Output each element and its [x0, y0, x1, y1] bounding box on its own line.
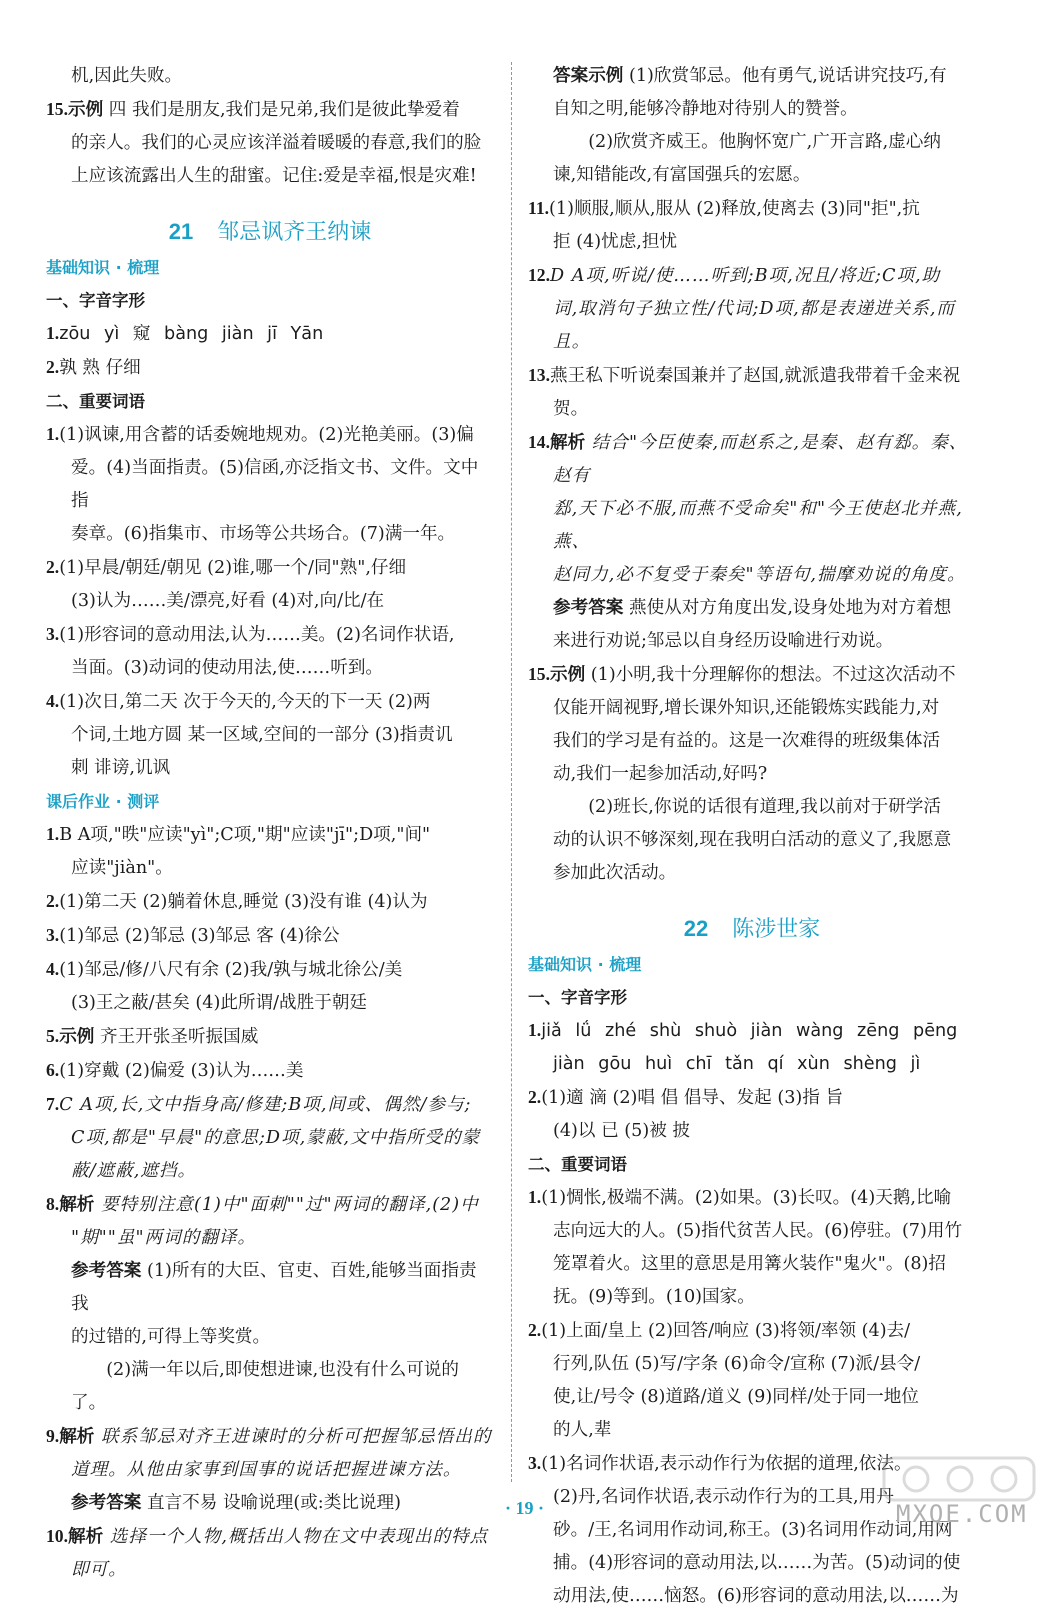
- answer-text: C A项,长,文中指身高/修建;B项,间或、偶然/参与;: [59, 1095, 472, 1115]
- answer-line: 的人,辈: [553, 1420, 612, 1440]
- question-number: 6.: [46, 1060, 60, 1080]
- answer-line: 拒 (4)忧虑,担忧: [553, 232, 678, 252]
- label-example: 示例: [68, 100, 104, 120]
- answer-text: (1)邹忌 (2)邹忌 (3)邹忌 客 (4)徐公: [59, 926, 340, 946]
- question-number: 2.: [46, 557, 60, 577]
- answer-line: "期""虽"两词的翻译。: [71, 1228, 257, 1248]
- question-number: 5.: [46, 1026, 60, 1046]
- answer-item: [528, 1181, 976, 1215]
- subsection-heading: 二、重要词语: [46, 392, 145, 411]
- answer-text: 选择一个人物,概括出人物在文中表现出的特点: [103, 1527, 489, 1547]
- answer-line: 来进行劝说;邹忌以自身经历设喻进行劝说。: [553, 631, 894, 651]
- answer-line: 赵同力,必不复受于秦矣"等语句,揣摩劝说的角度。: [553, 565, 966, 585]
- answer-line: (3)认为……美/漂亮,好看 (4)对,向/比/在: [71, 591, 385, 611]
- reference-answer: [46, 1255, 494, 1321]
- answer-text: 燕王私下听说秦国兼并了赵国,就派遣我带着千金来祝贺。: [550, 366, 961, 419]
- question-number: 1.: [528, 1187, 542, 1207]
- question-number: 2.: [46, 357, 60, 377]
- answer-line: C项,都是"早晨"的意思;D项,蒙蔽,文中指所受的蒙: [71, 1128, 481, 1148]
- question-number: 15.: [528, 664, 550, 684]
- answer-item: [528, 259, 976, 293]
- question-number: 3.: [46, 925, 60, 945]
- question-number: 11.: [528, 198, 550, 218]
- question-number: 2.: [46, 891, 60, 911]
- answer-text: 燕使从对方角度出发,设身处地为对方着想: [623, 598, 952, 618]
- answer-line: 当面。(3)动词的使动用法,使……听到。: [71, 658, 384, 678]
- answer-item: [46, 551, 494, 585]
- answer-line: (2)欣赏齐威王。他胸怀宽广,广开言路,虚心纳: [588, 132, 941, 152]
- answer-line: 志向远大的人。(5)指代贫苦人民。(6)停驻。(7)用竹: [553, 1221, 963, 1241]
- answer-item: [46, 317, 494, 351]
- question-number: 13.: [528, 365, 550, 385]
- answer-text: 结合"今臣使秦,而赵系之,是秦、赵有郄。秦、赵有: [553, 433, 968, 486]
- answer-text: (1)惆怅,极端不满。(2)如果。(3)长叹。(4)天鹅,比喻: [541, 1188, 952, 1208]
- answer-text: 四 我们是朋友,我们是兄弟,我们是彼此挚爱着: [103, 100, 460, 120]
- continued-text: 机,因此失败。: [71, 66, 183, 86]
- answer-item: [46, 1088, 494, 1122]
- answer-line: (4)以 已 (5)被 披: [553, 1121, 690, 1141]
- answer-text: (1)欣赏邹忌。他有勇气,说话讲究技巧,有: [623, 66, 947, 86]
- answer-item: [46, 1054, 494, 1088]
- question-number: 15.: [46, 99, 68, 119]
- answer-line: 个词,土地方圆 某一区域,空间的一部分 (3)指责讥: [71, 725, 453, 745]
- answer-line: 动用法,使……恼怒。(6)形容词的意动用法,以……为: [553, 1586, 959, 1606]
- answer-line: (2)满一年以后,即使想进谏,也没有什么可说的了。: [71, 1360, 459, 1413]
- answer-text: jiǎ lǘ zhé shù shuò jiàn wàng zēng pēng: [541, 1021, 958, 1041]
- lesson-title-21: [46, 199, 494, 247]
- section-heading: 基础知识 · 梳理: [46, 258, 160, 277]
- label-example: 示例: [59, 1027, 95, 1047]
- label-example: 示例: [550, 665, 586, 685]
- answer-text: (1)次日,第二天 次于今天的,今天的下一天 (2)两: [59, 692, 431, 712]
- answer-line: 刺 诽谤,讥讽: [71, 758, 171, 778]
- answer-line: 我们的学习是有益的。这是一次难得的班级集体活: [553, 731, 941, 751]
- label-analysis: 解析: [68, 1527, 104, 1547]
- label-reference-answer: 参考答案: [553, 598, 624, 618]
- label-reference-answer: 参考答案: [71, 1261, 142, 1281]
- label-reference-answer: 参考答案: [71, 1493, 142, 1513]
- answer-line: 爱。(4)当面指责。(5)信函,亦泛指文书、文件。文中指: [71, 458, 479, 511]
- answer-line: 道理。从他由家事到国事的说话把握进谏方法。: [71, 1460, 462, 1480]
- question-number: 3.: [528, 1453, 542, 1473]
- watermark-text: MXQE.COM: [896, 1500, 1028, 1528]
- answer-item: [46, 1188, 494, 1222]
- answer-line: 抚。(9)等到。(10)国家。: [553, 1287, 755, 1307]
- lesson-number: 21: [168, 219, 194, 244]
- answer-line: 奏章。(6)指集市、市场等公共场合。(7)满一年。: [71, 524, 456, 544]
- answer-line: 的亲人。我们的心灵应该洋溢着暖暖的春意,我们的脸: [71, 133, 482, 153]
- answer-line: 郄,天下必不服,而燕不受命矣"和"今王使赵北并燕,燕、: [553, 499, 963, 552]
- answer-item: [528, 1314, 976, 1348]
- question-number: 2.: [528, 1087, 542, 1107]
- answer-15: [46, 93, 494, 127]
- answer-text: B A项,"昳"应读"yì";C项,"期"应读"jī";D项,"间": [59, 825, 431, 845]
- answer-text: (1)適 滴 (2)唱 倡 倡导、发起 (3)指 旨: [541, 1088, 844, 1108]
- answer-line: 砂。/王,名词用作动词,称王。(3)名词用作动词,用网: [553, 1520, 953, 1540]
- answer-line: 行列,队伍 (5)写/字条 (6)命令/宣称 (7)派/县令/: [553, 1354, 921, 1374]
- answer-line: 的过错的,可得上等奖赏。: [71, 1327, 271, 1347]
- question-number: 1.: [46, 424, 60, 444]
- answer-item: [46, 418, 494, 452]
- question-number: 4.: [46, 691, 60, 711]
- question-number: 9.: [46, 1426, 60, 1446]
- answer-text: (1)早晨/朝廷/朝见 (2)谁,哪一个/同"熟",仔细: [59, 558, 407, 578]
- answer-item: [528, 1014, 976, 1048]
- label-analysis: 解析: [550, 433, 586, 453]
- answer-text: (1)穿戴 (2)偏爱 (3)认为……美: [59, 1061, 304, 1081]
- answer-item: [46, 1420, 494, 1454]
- answer-line: 捕。(4)形容词的意动用法,以……为苦。(5)动词的使: [553, 1553, 961, 1573]
- left-column: [46, 60, 494, 1587]
- answer-line: 蔽/遮蔽,遮挡。: [71, 1161, 197, 1181]
- subsection-heading: 一、字音字形: [528, 988, 627, 1007]
- answer-text: (1)小明,我十分理解你的想法。不过这次活动不: [585, 665, 956, 685]
- answer-item: [46, 919, 494, 953]
- lesson-number: 22: [683, 916, 709, 941]
- answer-item: [46, 618, 494, 652]
- answer-line: (2)丹,名词作状语,表示动作行为的工具,用丹: [553, 1487, 894, 1507]
- answer-text: (1)上面/皇上 (2)回答/响应 (3)将领/率领 (4)去/: [541, 1321, 911, 1341]
- answer-line: (3)王之蔽/甚矣 (4)此所谓/战胜于朝廷: [71, 993, 368, 1013]
- question-number: 1.: [528, 1020, 542, 1040]
- answer-text: (1)形容词的意动用法,认为……美。(2)名词作状语,: [59, 625, 455, 645]
- answer-item: [46, 885, 494, 919]
- question-number: 2.: [528, 1320, 542, 1340]
- answer-text: 齐王开张圣听振国威: [94, 1027, 259, 1047]
- lesson-name: 陈涉世家: [732, 917, 821, 942]
- answer-item: [528, 192, 976, 226]
- answer-text: (1)邹忌/修/八尺有余 (2)我/孰与城北徐公/美: [59, 960, 403, 980]
- answer-item: [46, 351, 494, 385]
- answer-item: [46, 953, 494, 987]
- answer-text: 联系邹忌对齐王进谏时的分析可把握邹忌悟出的: [94, 1427, 492, 1447]
- lesson-name: 邹忌讽齐王纳谏: [217, 220, 372, 245]
- answer-line: 动,我们一起参加活动,好吗?: [553, 764, 768, 784]
- answer-line: 词,取消句子独立性/代词;D项,都是表递进关系,而且。: [553, 299, 956, 352]
- answer-line: 仅能开阔视野,增长课外知识,还能锻炼实践能力,对: [553, 698, 940, 718]
- reference-answer: [528, 592, 976, 625]
- question-number: 7.: [46, 1094, 60, 1114]
- answer-text: 要特别注意(1)中"面刺""过"两词的翻译,(2)中: [94, 1195, 479, 1215]
- answer-example: [528, 60, 976, 93]
- right-column: [528, 60, 976, 1613]
- subsection-heading: 一、字音字形: [46, 291, 145, 310]
- question-number: 4.: [46, 959, 60, 979]
- answer-item: [528, 1081, 976, 1115]
- answer-text: 孰 熟 仔细: [59, 358, 141, 378]
- answer-line: 动的认识不够深刻,现在我明白活动的意义了,我愿意: [553, 830, 952, 850]
- answer-line: jiàn gōu huì chī tǎn qí xùn shèng jì: [553, 1054, 921, 1074]
- answer-text: (1)第二天 (2)躺着休息,睡觉 (3)没有谁 (4)认为: [59, 892, 428, 912]
- question-number: 1.: [46, 824, 60, 844]
- question-number: 1.: [46, 323, 60, 343]
- answer-item: [46, 685, 494, 719]
- label-analysis: 解析: [59, 1195, 95, 1215]
- lesson-title-22: [528, 896, 976, 944]
- section-heading: 基础知识 · 梳理: [528, 955, 642, 974]
- answer-line: 即可。: [71, 1560, 127, 1580]
- section-heading: 课后作业 · 测评: [46, 792, 160, 811]
- column-divider: [511, 62, 512, 1482]
- question-number: 3.: [46, 624, 60, 644]
- answer-line: (2)班长,你说的话很有道理,我以前对于研学活: [588, 797, 941, 817]
- question-number: 8.: [46, 1194, 60, 1214]
- answer-item: [46, 1520, 494, 1554]
- page-number: · 19 ·: [504, 1498, 544, 1518]
- answer-text: (1)所有的大臣、官吏、百姓,能够当面指责我: [71, 1261, 477, 1314]
- answer-line: 自知之明,能够冷静地对待别人的赞誉。: [553, 99, 858, 119]
- answer-text: zōu yì 窥 bàng jiàn jī Yān: [59, 324, 324, 344]
- answer-text: 直言不易 设喻说理(或:类比说理): [141, 1493, 401, 1513]
- answer-text: (1)顺服,顺从,服从 (2)释放,使离去 (3)同"拒",抗: [549, 199, 920, 219]
- subsection-heading: 二、重要词语: [528, 1155, 627, 1174]
- answer-line: 参加此次活动。: [553, 863, 677, 883]
- question-number: 10.: [46, 1526, 68, 1546]
- question-number: 14.: [528, 432, 550, 452]
- answer-line: 笼罩着火。这里的意思是用篝火装作"鬼火"。(8)招: [553, 1254, 946, 1274]
- answer-item: [528, 658, 976, 692]
- answer-text: D A项,听说/使……听到;B项,况且/将近;C项,助: [550, 266, 941, 286]
- answer-line: 谏,知错能改,有富国强兵的宏愿。: [553, 165, 811, 185]
- answer-item: [528, 359, 976, 426]
- label-answer-example: 答案示例: [553, 66, 624, 86]
- answer-line: 上应该流露出人生的甜蜜。记住:爱是幸福,恨是灾难!: [71, 166, 477, 186]
- answer-line: 使,让/号令 (8)道路/道义 (9)同样/处于同一地位: [553, 1387, 919, 1407]
- answer-item: [46, 818, 494, 852]
- answer-text: (1)名词作状语,表示动作行为依据的道理,依法。: [541, 1454, 912, 1474]
- answer-text: (1)讽谏,用含蓄的话委婉地规劝。(2)光艳美丽。(3)偏: [59, 425, 474, 445]
- answer-line: 应读"jiàn"。: [71, 858, 173, 878]
- answer-item: [46, 1020, 494, 1054]
- question-number: 12.: [528, 265, 550, 285]
- label-analysis: 解析: [59, 1427, 95, 1447]
- answer-item: [528, 426, 976, 493]
